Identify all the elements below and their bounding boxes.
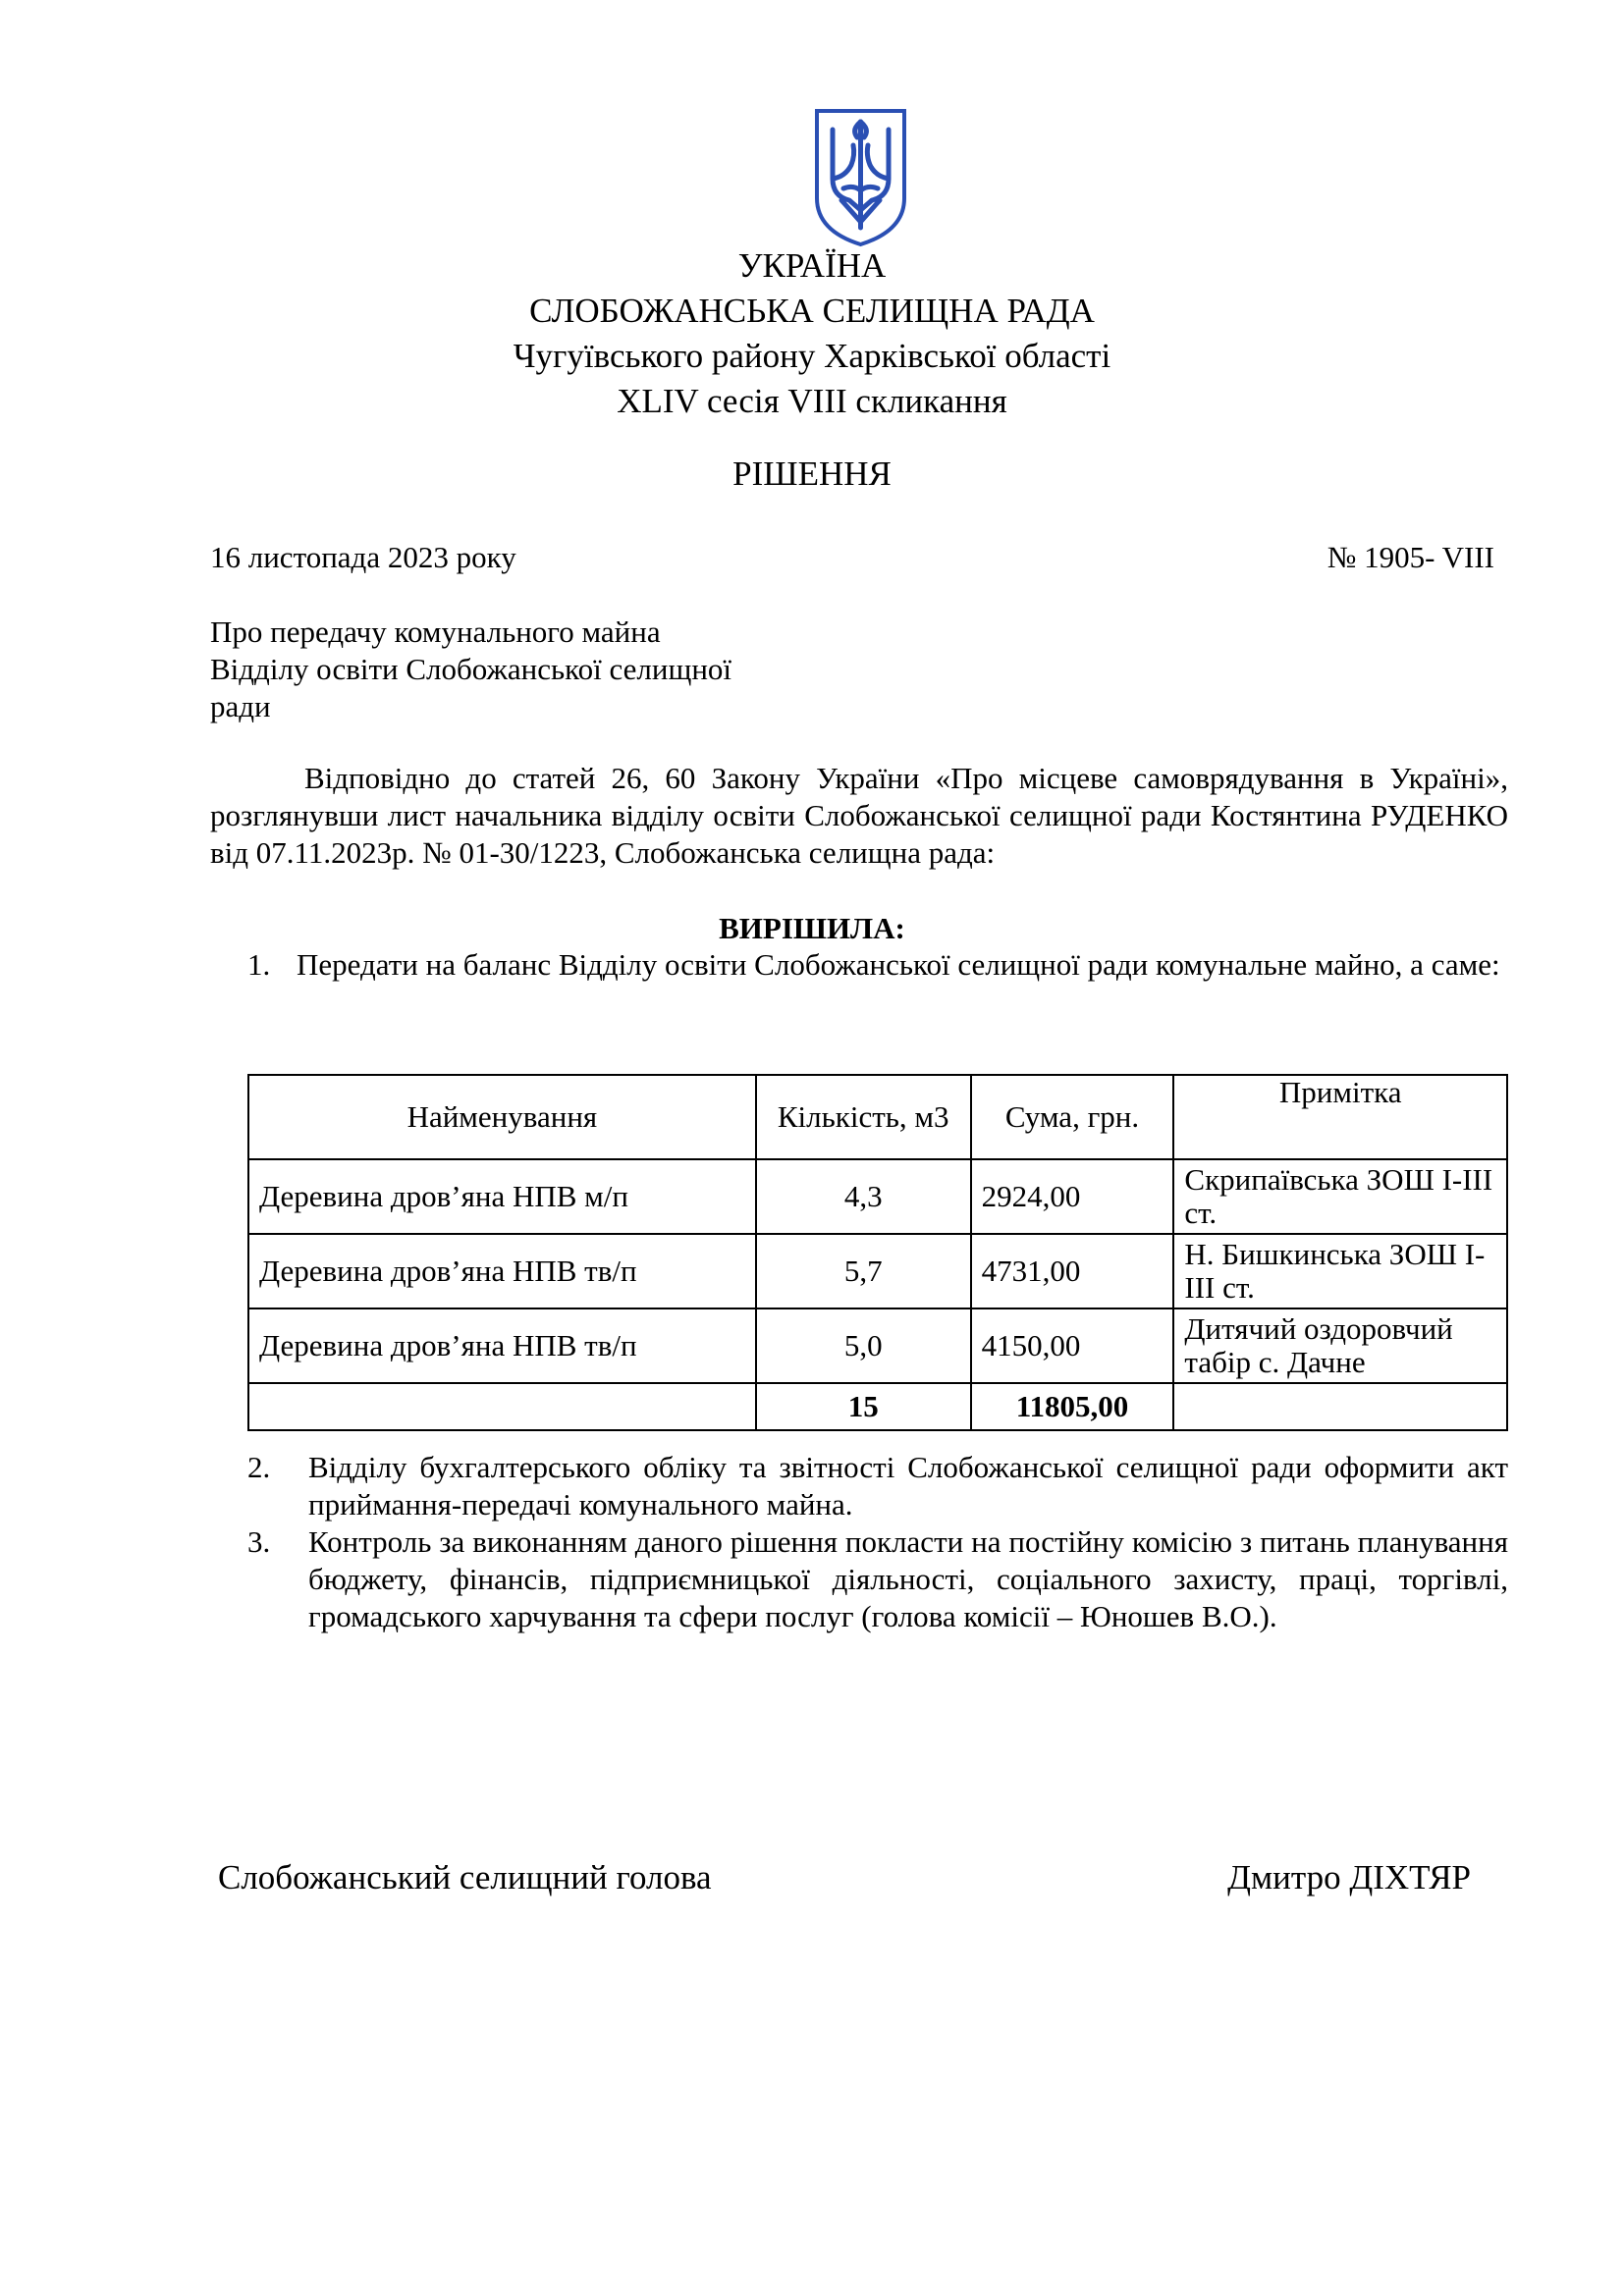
decision-subject — [210, 614, 839, 725]
document-header — [0, 243, 1624, 424]
cell-name: Деревина дров’яна НПВ м/п — [248, 1159, 756, 1234]
item-text: Контроль за виконанням даного рішення покласти на постійну комісію з питань планування бюджету, фінансів, підприємницької діяльності, соціального захисту, праці, торгівлі, громадського харчування та сфери послуг (голова комісії – Юношев В.О.). — [308, 1524, 1508, 1633]
property-table — [247, 1074, 1508, 1431]
cell-qty: 4,3 — [756, 1159, 971, 1234]
item-text: Передати на баланс Відділу освіти Слобожанської селищної ради комунальне майно, а саме: — [297, 947, 1500, 982]
total-qty: 15 — [756, 1383, 971, 1430]
signatory-name: Дмитро ДІХТЯР — [1227, 1858, 1471, 1896]
item-text: Відділу бухгалтерського обліку та звітності Слобожанської селищної ради оформити акт приймання-передачі комунального майна. — [308, 1450, 1508, 1522]
decision-item — [247, 1523, 1508, 1635]
header-name: Найменування — [248, 1075, 756, 1159]
item-number: 3. — [247, 1524, 271, 1559]
subject-line: Відділу освіти Слобожанської селищної — [210, 652, 732, 686]
coat-of-arms-icon — [814, 108, 907, 247]
table-row — [248, 1234, 1507, 1308]
cell-note: Н. Бишкинська ЗОШ І-ІІІ ст. — [1173, 1234, 1507, 1308]
subject-line: ради — [210, 689, 271, 723]
session-name: XLIV сесія VIII скликання — [617, 382, 1007, 420]
cell-sum: 4731,00 — [971, 1234, 1174, 1308]
signatory-position: Слобожанський селищний голова — [218, 1858, 712, 1896]
item-number: 2. — [247, 1450, 271, 1484]
cell-qty: 5,7 — [756, 1234, 971, 1308]
decision-number: № 1905- VIII — [1326, 540, 1494, 574]
table-row — [248, 1308, 1507, 1383]
cell-name: Деревина дров’яна НПВ тв/п — [248, 1308, 756, 1383]
table-row — [248, 1159, 1507, 1234]
decision-date: 16 листопада 2023 року — [210, 540, 516, 574]
header-qty: Кількість, м3 — [756, 1075, 971, 1159]
decision-item — [247, 1449, 1508, 1523]
decision-items — [247, 1449, 1508, 1635]
table-header-row — [248, 1075, 1507, 1159]
cell-empty — [1173, 1383, 1507, 1430]
cell-name: Деревина дров’яна НПВ тв/п — [248, 1234, 756, 1308]
header-note: Примітка — [1173, 1075, 1507, 1159]
council-name: СЛОБОЖАНСЬКА СЕЛИЩНА РАДА — [529, 292, 1095, 330]
decided-heading: ВИРІШИЛА: — [719, 911, 905, 945]
preamble-paragraph: Відповідно до статей 26, 60 Закону України «Про місцеве самоврядування в Україні», розглянувши лист начальника відділу освіти Слобожанської селищної ради Костянтина РУДЕНКО від 07.11.2023р. № 01-30/1223, Слобожанська селищна рада: — [210, 761, 1508, 870]
total-sum: 11805,00 — [971, 1383, 1174, 1430]
country-name: УКРАЇНА — [737, 246, 887, 285]
cell-empty — [248, 1383, 756, 1430]
cell-sum: 4150,00 — [971, 1308, 1174, 1383]
item-number: 1. — [247, 947, 271, 982]
district-name: Чугуївського району Харківської області — [513, 337, 1111, 375]
cell-qty: 5,0 — [756, 1308, 971, 1383]
cell-note: Дитячий оздоровчий табір с. Дачне — [1173, 1308, 1507, 1383]
subject-line: Про передачу комунального майна — [210, 614, 661, 649]
cell-note: Скрипаївська ЗОШ І-ІІІ ст. — [1173, 1159, 1507, 1234]
header-sum: Сума, грн. — [971, 1075, 1174, 1159]
cell-sum: 2924,00 — [971, 1159, 1174, 1234]
table-total-row — [248, 1383, 1507, 1430]
decision-title: РІШЕННЯ — [732, 454, 892, 493]
